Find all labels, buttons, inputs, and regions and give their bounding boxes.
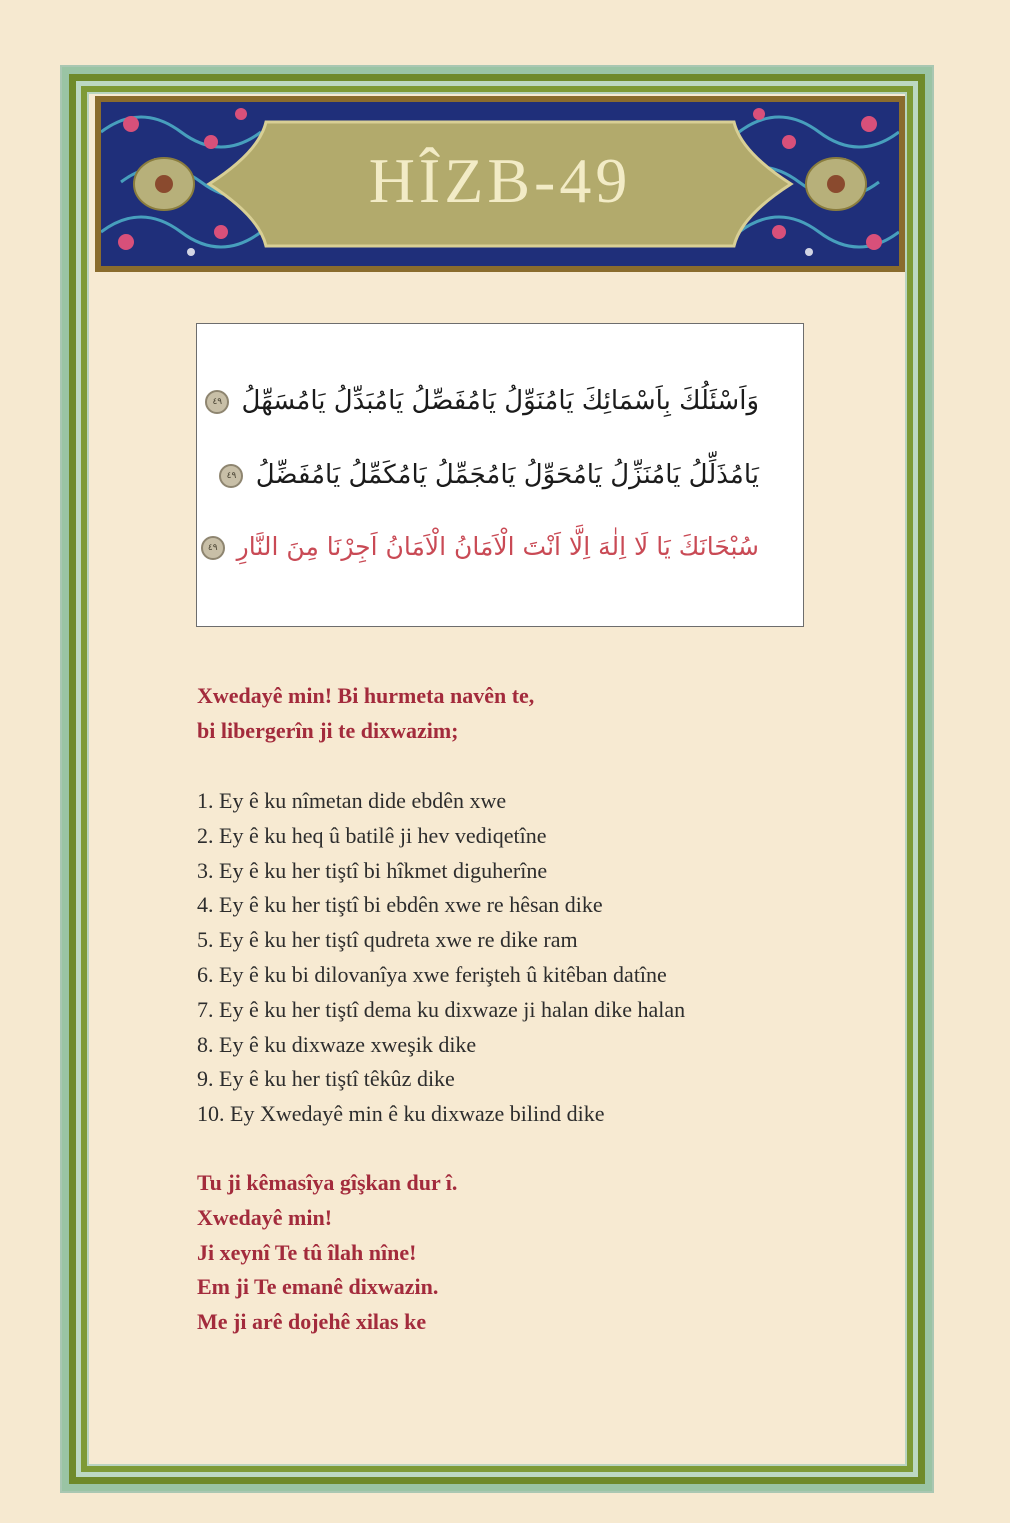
list-item: 10. Ey Xwedayê min ê ku dixwaze bilind dike: [197, 1101, 605, 1127]
intro-heading: [197, 678, 534, 748]
closing-line: Xwedayê min!: [197, 1204, 333, 1230]
list-item: 2. Ey ê ku heq û batilê ji hev vediqetîne: [197, 822, 547, 848]
list-item: 6. Ey ê ku bi dilovanîya xwe ferişteh û kitêban datîne: [197, 961, 667, 987]
names-list: [197, 784, 685, 1132]
list-item: 8. Ey ê ku dixwaze xweşik dike: [197, 1031, 477, 1057]
list-item: 9. Ey ê ku her tiştî têkûz dike: [197, 1066, 455, 1092]
list-item: 5. Ey ê ku her tiştî qudreta xwe re dike ram: [197, 927, 578, 953]
page-frame: [60, 65, 934, 1493]
ayah-marker-icon: ٤٩: [201, 536, 225, 560]
list-item: 4. Ey ê ku her tiştî bi ebdên xwe re hêsan dike: [197, 892, 603, 918]
arabic-text-box: [196, 323, 804, 627]
page-title: HÎZB-49: [368, 145, 632, 216]
header-banner: [95, 96, 905, 272]
intro-line: Xwedayê min! Bi hurmeta navên te,: [197, 683, 535, 708]
arabic-line-3: سُبْحَانَكَ يَا لَا اِلٰهَ اِلَّا اَنْتَ الْاَمَانُ الْاَمَانُ اَجِرْنَا مِنَ النَّارِ ٤٩: [247, 532, 759, 561]
closing-line: Em ji Te emanê dixwazin.: [197, 1274, 439, 1300]
closing-prayer: [197, 1166, 457, 1340]
list-item: 1. Ey ê ku nîmetan dide ebdên xwe: [197, 788, 507, 813]
intro-line: bi libergerîn ji te dixwazim;: [197, 718, 459, 743]
arabic-line-1: وَاَسْئَلُكَ بِاَسْمَائِكَ يَامُنَوِّلُ يَامُفَصِّلُ يَامُبَدِّلُ يَامُسَهِّلُ ٤٩: [247, 386, 759, 416]
closing-line: Me ji arê dojehê xilas ke: [197, 1309, 427, 1335]
list-item: 3. Ey ê ku her tiştî bi hîkmet diguherîne: [197, 857, 548, 883]
ayah-marker-icon: ٤٩: [219, 464, 243, 488]
ayah-marker-icon: ٤٩: [205, 390, 229, 414]
closing-line: Ji xeynî Te tû îlah nîne!: [197, 1239, 417, 1265]
closing-line: Tu ji kêmasîya gîşkan dur î.: [197, 1170, 458, 1195]
arabic-line-2: يَامُذَلِّلُ يَامُنَزِّلُ يَامُحَوِّلُ يَامُجَمِّلُ يَامُكَمِّلُ يَامُفَضِّلُ ٤٩: [247, 460, 759, 490]
list-item: 7. Ey ê ku her tiştî dema ku dixwaze ji halan dike halan: [197, 996, 686, 1022]
